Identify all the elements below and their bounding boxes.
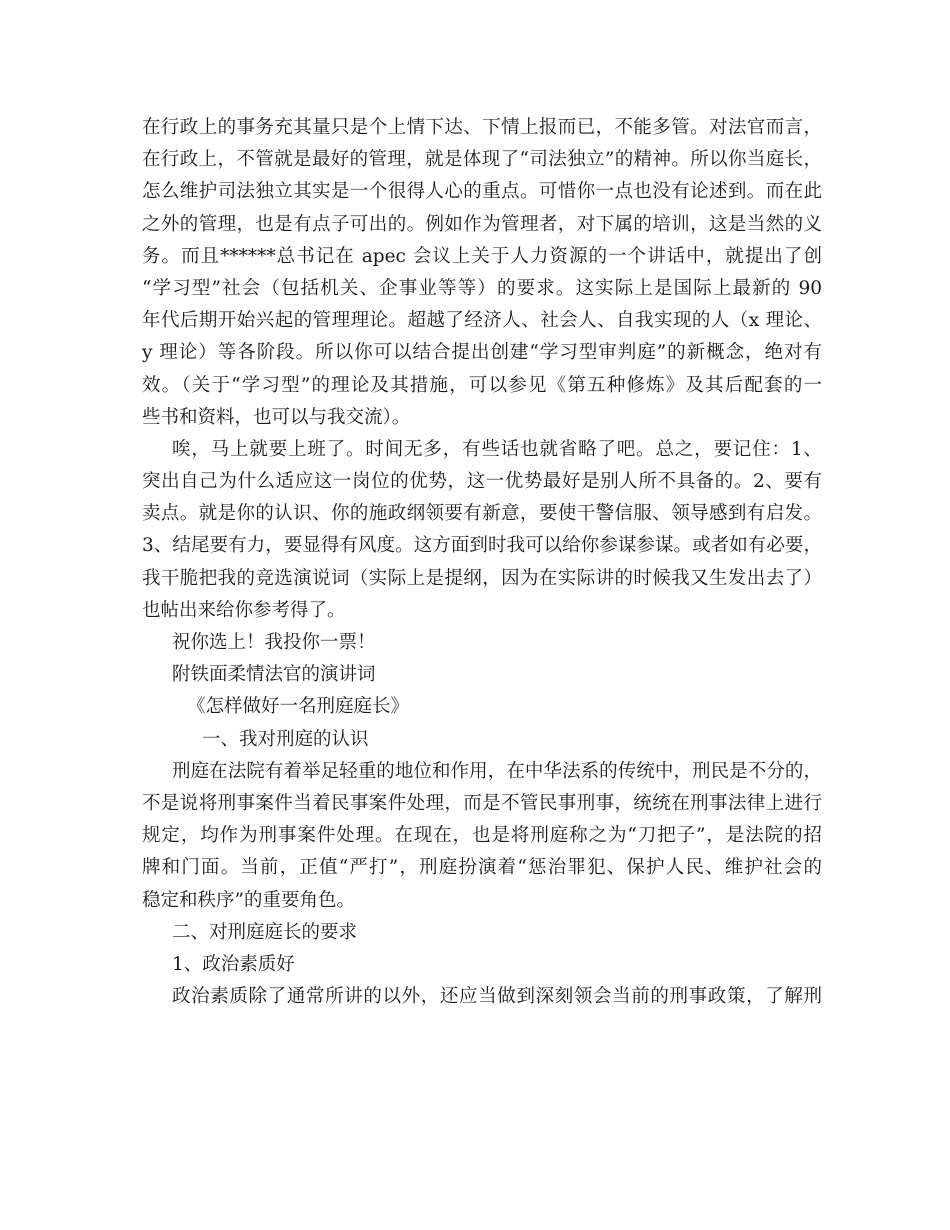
paragraph-first-line: 政治素质除了通常所讲的以外，还应当做到深刻领会当前的刑事政策，了解刑	[172, 986, 822, 1008]
text-line: 3、结尾要有力，要显得有风度。这方面到时我可以给你参谋参谋。或者如有必要，	[142, 535, 822, 557]
text-line: 规定，均作为刑事案件处理。在现在，也是将刑庭称之为“刀把子”，是法院的招	[142, 825, 822, 847]
document-body	[142, 112, 822, 1013]
text-line: “学习型”社会（包括机关、企事业等等）的要求。这实际上是国际上最新的 90	[142, 277, 822, 299]
text-line: 也帖出来给你参考得了。	[142, 599, 346, 621]
text-line: 在行政上的事务充其量只是个上情下达、下情上报而已，不能多管。对法官而言，	[142, 117, 822, 138]
text-line: 年代后期开始兴起的管理理论。超越了经济人、社会人、自我实现的人（x 理论、	[142, 310, 822, 332]
section-heading: 一、我对刑庭的认识	[202, 728, 369, 750]
text-line: 效。（关于“学习型”的理论及其措施，可以参见《第五种修炼》及其后配套的一	[142, 374, 822, 396]
attachment-note: 附铁面柔情法官的演讲词	[172, 664, 376, 686]
section-heading: 二、对刑庭庭长的要求	[172, 921, 358, 943]
greeting-line: 祝你选上！我投你一票！	[172, 632, 376, 653]
text-line: 务。而且******总书记在 apec 会议上关于人力资源的一个讲话中，就提出了创	[142, 245, 822, 267]
text-line: 些书和资料，也可以与我交流）。	[142, 406, 411, 428]
subsection-heading: 1、政治素质好	[172, 953, 295, 975]
text-line: 牌和门面。当前，正值“严打”，刑庭扮演着“惩治罪犯、保护人民、维护社会的	[142, 857, 822, 879]
text-line: 之外的管理，也是有点子可出的。例如作为管理者，对下属的培训，这是当然的义	[142, 213, 822, 235]
speech-title: 《怎样做好一名刑庭庭长》	[187, 696, 410, 718]
text-line: 不是说将刑事案件当着民事案件处理，而是不管民事刑事，统统在刑事法律上进行	[142, 792, 822, 814]
text-line: 稳定和秩序”的重要角色。	[142, 889, 355, 911]
text-line: 突出自己为什么适应这一岗位的优势，这一优势最好是别人所不具备的。2、要有	[142, 471, 822, 493]
paragraph-first-line: 唉，马上就要上班了。时间无多，有些话也就省略了吧。总之，要记住：1、	[172, 438, 822, 460]
text-line: 我干脆把我的竞选演说词（实际上是提纲，因为在实际讲的时候我又生发出去了）	[142, 567, 822, 589]
paragraph-first-line: 刑庭在法院有着举足轻重的地位和作用，在中华法系的传统中，刑民是不分的，	[172, 760, 822, 782]
text-line: y 理论）等各阶段。所以你可以结合提出创建“学习型审判庭”的新概念，绝对有	[142, 342, 822, 364]
text-line: 怎么维护司法独立其实是一个很得人心的重点。可惜你一点也没有论述到。而在此	[142, 181, 822, 203]
text-line: 卖点。就是你的认识、你的施政纲领要有新意，要使干警信服、领导感到有启发。	[142, 503, 822, 525]
text-line: 在行政上，不管就是最好的管理，就是体现了“司法独立”的精神。所以你当庭长，	[142, 149, 822, 171]
